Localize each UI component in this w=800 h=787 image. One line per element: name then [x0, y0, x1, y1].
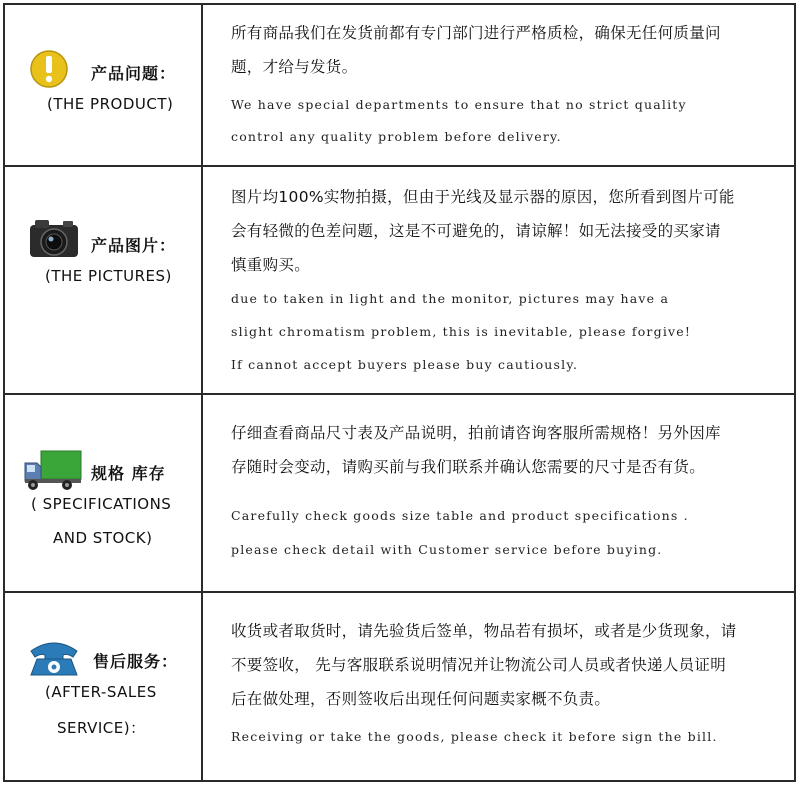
- warning-icon: [29, 49, 69, 89]
- truck-icon: [23, 447, 83, 491]
- row-label-cell: [5, 5, 203, 165]
- cn-text-line: 收货或者取货时，请先验货后签单，物品若有损坏，或者是少货现象，请: [231, 622, 737, 640]
- cn-text-line: 慎重购买。: [231, 256, 311, 274]
- en-text-line: please check detail with Customer service before buying.: [231, 542, 663, 557]
- row-content-cell: [203, 167, 794, 393]
- label-en-line2: AND STOCK): [53, 529, 153, 547]
- en-text-line: If cannot accept buyers please buy cautiously.: [231, 357, 579, 372]
- row-content-cell: [203, 593, 794, 780]
- label-en: (THE PRODUCT): [47, 95, 174, 113]
- cn-text-line: 存随时会变动，请购买前与我们联系并确认您需要的尺寸是否有货。: [231, 458, 706, 476]
- cn-text-line: 题，才给与发货。: [231, 58, 358, 76]
- en-text-line: Receiving or take the goods, please check it before sign the bill.: [231, 729, 718, 744]
- label-en-line2: SERVICE)：: [57, 719, 146, 737]
- cn-text-line: 图片均100%实物拍摄，但由于光线及显示器的原因，您所看到图片可能: [231, 188, 735, 206]
- cn-text-line: 后在做处理，否则签收后出现任何问题卖家概不负责。: [231, 690, 611, 708]
- row-content-cell: [203, 5, 794, 165]
- row-content-cell: [203, 395, 794, 591]
- en-text-line: due to taken in light and the monitor, pictures may have a: [231, 291, 670, 306]
- row-specifications: [5, 395, 794, 593]
- label-en-line1: (AFTER-SALES: [45, 683, 157, 701]
- camera-icon: [27, 215, 81, 261]
- row-pictures: [5, 167, 794, 395]
- en-text-line: Carefully check goods size table and product specifications .: [231, 508, 689, 523]
- label-cn: 规格 库存: [91, 464, 166, 483]
- label-cn: 售后服务：: [93, 652, 179, 671]
- label-cn: 产品问题：: [91, 64, 177, 83]
- cn-text-line: 会有轻微的色差问题，这是不可避免的，请谅解！如无法接受的买家请: [231, 222, 721, 240]
- label-cn: 产品图片：: [91, 236, 177, 255]
- row-label-cell: [5, 167, 203, 393]
- telephone-icon: [27, 637, 81, 679]
- info-table: [3, 3, 796, 782]
- cn-text-line: 仔细查看商品尺寸表及产品说明，拍前请咨询客服所需规格！另外因库: [231, 424, 721, 442]
- label-en-line1: ( SPECIFICATIONS: [31, 495, 172, 513]
- row-product: [5, 5, 794, 167]
- en-text-line: slight chromatism problem, this is inevitable, please forgive!: [231, 324, 692, 339]
- row-after-sales: [5, 593, 794, 780]
- en-text-line: We have special departments to ensure that no strict quality: [231, 97, 687, 112]
- en-text-line: control any quality problem before delivery.: [231, 129, 562, 144]
- cn-text-line: 不要签收， 先与客服联系说明情况并让物流公司人员或者快递人员证明: [231, 656, 727, 674]
- label-en: (THE PICTURES): [45, 267, 172, 285]
- row-label-cell: [5, 593, 203, 780]
- row-label-cell: [5, 395, 203, 591]
- cn-text-line: 所有商品我们在发货前都有专门部门进行严格质检，确保无任何质量问: [231, 24, 721, 42]
